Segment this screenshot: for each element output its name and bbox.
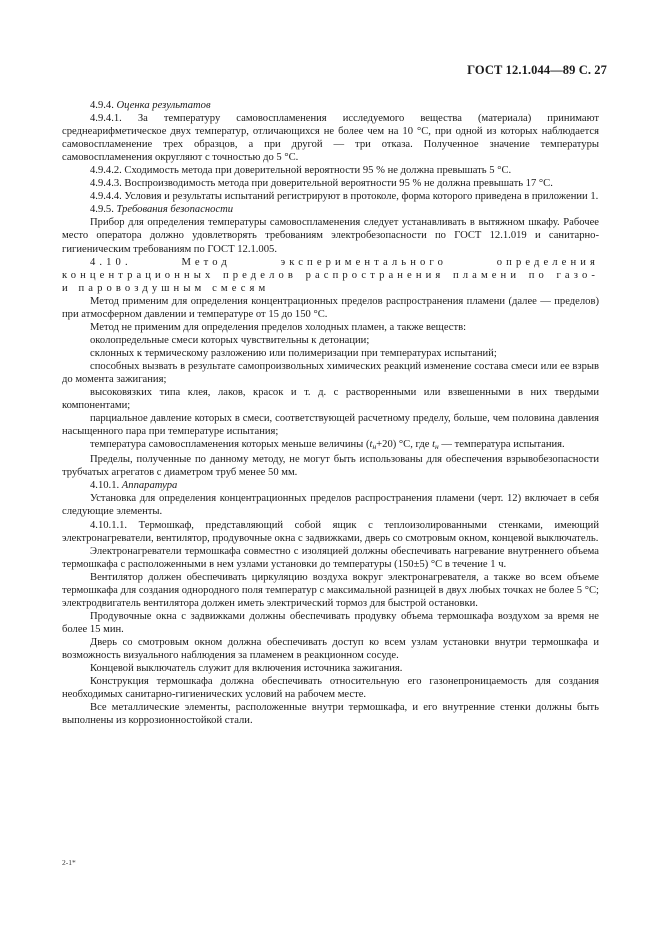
paragraph: Электронагреватели термошкафа совместно с изоляцией должны обеспечивать нагревание внутреннего объема термошкафа с расположенными в нем узлами установки до температуры (150±5) °С в течение 1 ч. — [62, 545, 599, 570]
section-4-10-1-heading: 4.10.1. Аппаратура — [90, 480, 178, 492]
page-body — [62, 99, 599, 727]
paragraph: 4.9.4.1. За температуру самовоспламенения исследуемого вещества (материала) принимают среднеарифметическое двух температур, отличающихся не более чем на 10 °С, при одной из которых наблюдается самовоспламенение трех образцов, а при другой — три отказа. Полученное значение температуры самовоспламенения округляют с точностью до 5 °С. — [62, 113, 599, 164]
section-title: Оценка результатов — [116, 100, 211, 111]
paragraph: 4.10.1.1. Термошкаф, представляющий собой ящик с теплоизолированными стенками, имеющий электронагреватели, вентилятор, продувочные окна с задвижками, дверь со смотровым окном, концевой выключатель. — [62, 519, 599, 544]
section-title: Аппаратура — [121, 480, 178, 492]
paragraph: Дверь со смотровым окном должна обеспечивать доступ ко всем узлам установки внутри термошкафа и возможность визуального наблюдения за пламенем в реакционном сосуде. — [62, 636, 599, 661]
paragraph: Все металлические элементы, расположенные внутри термошкафа, и его внутренние стенки должны быть выполнены из коррозионностойкой стали. — [62, 702, 599, 727]
paragraph: Конструкция термошкафа должна обеспечивать относительную его газонепроницаемость для создания необходимых санитарно-гигиенических условий на рабочем месте. — [62, 676, 599, 701]
section-title: Требования безопасности — [116, 204, 234, 216]
paragraph: 4.9.4.2. Сходимость метода при доверительной вероятности 95 % не должна превышать 5 °С. — [90, 165, 512, 177]
paragraph: Пределы, полученные по данному методу, не могут быть использованы для обеспечения взрывобезопасности трубчатых агрегатов с диаметром труб менее 50 мм. — [62, 454, 599, 479]
paragraph: Установка для определения концентрационных пределов распространения пламени (черт. 12) включает в себя следующие элементы. — [62, 493, 599, 518]
list-item: способных вызвать в результате самопроизвольных химических реакций изменение состава смеси или ее взрыв до момента зажигания; — [62, 360, 599, 385]
section-4-9-4-heading: 4.9.4. Оценка результатов — [90, 100, 211, 111]
list-item: температура самовоспламенения которых меньше величины $(t_н+20)$ °С, где $t_н$ — температура испытания. — [90, 439, 565, 452]
paragraph: Метод применим для определения концентрационных пределов распространения пламени (далее — пределов) при атмосферном давлении и температуре от 15 до 150 °С. — [62, 295, 599, 320]
paragraph: Вентилятор должен обеспечивать циркуляцию воздуха вокруг электронагревателя, а также во всем объеме термошкафа для создания однородного поля температур с максимальной разницей в двух любых точках не более 5 °С; электродвигатель вентилятора должен иметь электрический тормоз для быстрой остановки. — [62, 571, 599, 609]
footer-mark: 2-1* — [62, 858, 76, 867]
paragraph: 4.9.4.3. Воспроизводимость метода при доверительной вероятности 95 % не должна превышать 17 °С. — [90, 178, 553, 190]
paragraph: Концевой выключатель служит для включения источника зажигания. — [90, 663, 403, 675]
list-item: высоковязких типа клея, лаков, красок и т. д. с растворенными или взвешенными в них твердыми компонентами; — [62, 387, 599, 412]
paragraph: 4.9.4.4. Условия и результаты испытаний регистрируют в протоколе, форма которого приведена в приложении 1. — [90, 191, 599, 203]
list-item: парциальное давление которых в смеси, соответствующей расчетному пределу, больше, чем половина давления насыщенного пара при температуре испытания; — [62, 413, 599, 438]
paragraph: Прибор для определения температуры самовоспламенения следует устанавливать в вытяжном шкафу. Рабочее место оператора должно удовлетворять требованиям электробезопасности по ГОСТ 12.1.019 и санитарно-гигиеническим требованиям по ГОСТ 12.1.005. — [62, 217, 599, 255]
list-item: склонных к термическому разложению или полимеризации при температурах испытаний; — [90, 347, 497, 359]
paragraph: Метод не применим для определения пределов холодных пламен, а также веществ: — [90, 321, 467, 333]
page-header: ГОСТ 12.1.044—89 С. 27 — [467, 63, 607, 77]
list-item: околопредельные смеси которых чувствительны к детонации; — [90, 334, 370, 346]
section-4-10-heading: 4.10. Метод экспериментального определения концентрационных пределов распространения пламени по газо- и паровоздушным смесям — [62, 256, 599, 294]
section-4-9-5-heading: 4.9.5. Требования безопасности — [90, 204, 234, 216]
paragraph: Продувочные окна с задвижками должны обеспечивать продувку объема термошкафа воздухом за время не более 15 мин. — [62, 610, 599, 635]
